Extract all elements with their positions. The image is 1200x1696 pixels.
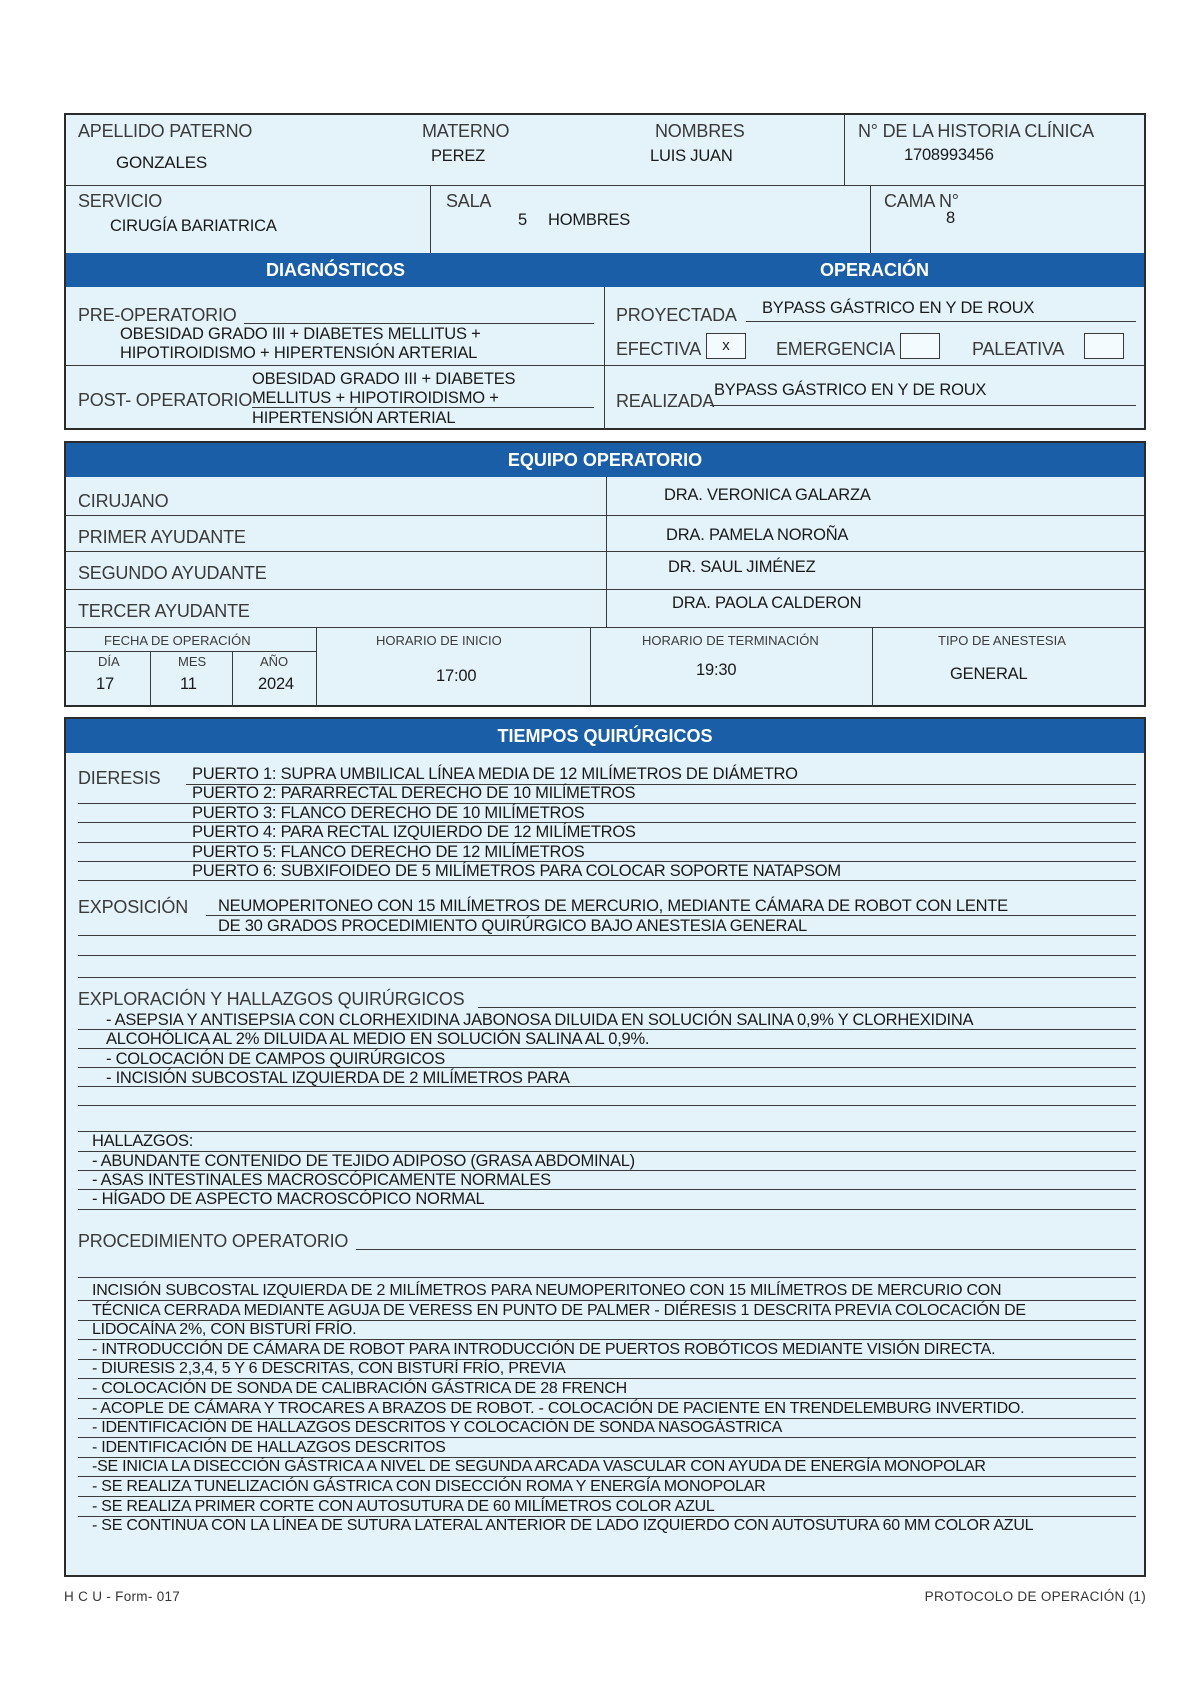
divider — [66, 365, 1144, 366]
procedimiento-line: - IDENTIFICACIÓN DE HALLAZGOS DESCRITOS — [92, 1438, 446, 1456]
write-line — [78, 1277, 1136, 1278]
exploracion-line: - ASEPSIA Y ANTISEPSIA CON CLORHEXIDINA JABONOSA DILUIDA EN SOLUCIÓN SALINA 0,9% Y CLORHEXIDINA — [106, 1011, 974, 1029]
tiempos-quirurgicos-title: TIEMPOS QUIRÚRGICOS — [497, 725, 713, 746]
write-line — [356, 1249, 1136, 1250]
write-line — [78, 1131, 1136, 1132]
procedimiento-line: - SE CONTINUA CON LA LÍNEA DE SUTURA LATERAL ANTERIOR DE LADO IZQUIERDO CON AUTOSUTURA 60 MM COLOR AZUL — [92, 1517, 1034, 1535]
mes-label: MES — [178, 654, 207, 669]
procedimiento-line: - IDENTIFICACIÓN DE HALLAZGOS DESCRITOS Y COLOCACIÓN DE SONDA NASOGÁSTRICA — [92, 1419, 783, 1437]
fecha-operacion-label: FECHA DE OPERACIÓN — [104, 633, 251, 648]
segundo-ayudante-label: SEGUNDO AYUDANTE — [78, 563, 267, 583]
servicio-label: SERVICIO — [78, 191, 163, 211]
cirujano-label: CIRUJANO — [78, 491, 169, 511]
proyectada-value: BYPASS GÁSTRICO EN Y DE ROUX — [762, 299, 1035, 317]
divider — [232, 651, 233, 707]
tiempos-quirurgicos-block — [64, 717, 1146, 1577]
sala-number: 5 — [518, 211, 527, 229]
exposicion-line: DE 30 GRADOS PROCEDIMIENTO QUIRÚRGICO BAJO ANESTESIA GENERAL — [218, 917, 807, 935]
post-operatorio-label: POST- OPERATORIO — [78, 390, 253, 410]
proyectada-label: PROYECTADA — [616, 305, 737, 325]
procedimiento-line: LIDOCAÍNA 2%, CON BISTURÍ FRÍO. — [92, 1321, 357, 1339]
divider — [316, 627, 317, 707]
tercer-ayudante-value: DRA. PAOLA CALDERON — [672, 594, 862, 612]
anio-value: 2024 — [258, 675, 294, 693]
cirujano-value: DRA. VERONICA GALARZA — [664, 486, 871, 504]
write-line — [252, 407, 594, 408]
sala-name: HOMBRES — [548, 211, 631, 229]
segundo-ayudante-value: DR. SAUL JIMÉNEZ — [668, 558, 816, 576]
apellido-paterno-value: GONZALES — [116, 153, 207, 172]
dia-label: DÍA — [98, 654, 120, 669]
tercer-ayudante-label: TERCER AYUDANTE — [78, 601, 250, 621]
procedimiento-line: - DIURESIS 2,3,4, 5 Y 6 DESCRITAS, CON BISTURÍ FRÍO, PREVIA — [92, 1360, 566, 1378]
mes-value: 11 — [180, 675, 197, 693]
diagnosticos-header: DIAGNÓSTICOS — [265, 259, 405, 280]
realizada-label: REALIZADA — [616, 391, 715, 411]
post-operatorio-line2: MELLITUS + HIPOTIROIDISMO + — [252, 389, 499, 407]
primer-ayudante-label: PRIMER AYUDANTE — [78, 527, 246, 547]
horario-inicio-label: HORARIO DE INICIO — [376, 633, 502, 648]
pre-operatorio-line2: HIPOTIROIDISMO + HIPERTENSIÓN ARTERIAL — [120, 344, 478, 362]
divider — [604, 287, 605, 430]
exploracion-line: - INCISIÓN SUBCOSTAL IZQUIERDA DE 2 MILÍMETROS PARA — [106, 1069, 570, 1087]
exposicion-label: EXPOSICIÓN — [78, 897, 189, 917]
dieresis-line: PUERTO 3: FLANCO DERECHO DE 10 MILÍMETROS — [192, 804, 585, 822]
operacion-header: OPERACIÓN — [819, 259, 929, 280]
write-line — [78, 1105, 1136, 1106]
divider — [66, 627, 1144, 628]
exploracion-line: - COLOCACIÓN DE CAMPOS QUIRÚRGICOS — [106, 1050, 445, 1068]
hallazgos-line: - HÍGADO DE ASPECTO MACROSCÓPICO NORMAL — [92, 1190, 485, 1208]
divider — [66, 515, 1144, 516]
exploracion-label: EXPLORACIÓN Y HALLAZGOS QUIRÚRGICOS — [78, 989, 465, 1009]
post-operatorio-line3: HIPERTENSIÓN ARTERIAL — [252, 409, 456, 427]
dieresis-label: DIERESIS — [78, 768, 161, 788]
write-line — [78, 955, 1136, 956]
divider — [66, 651, 316, 652]
procedimiento-line: INCISIÓN SUBCOSTAL IZQUIERDA DE 2 MILÍMETROS PARA NEUMOPERITONEO CON 15 MILÍMETROS DE MERCURIO CON — [92, 1282, 1002, 1299]
materno-label: MATERNO — [422, 121, 510, 141]
procedimiento-label: PROCEDIMIENTO OPERATORIO — [78, 1231, 349, 1251]
equipo-operatorio-title: EQUIPO OPERATORIO — [507, 449, 703, 470]
cama-label: CAMA N° — [884, 191, 959, 211]
dieresis-line: PUERTO 5: FLANCO DERECHO DE 12 MILÍMETROS — [192, 843, 585, 861]
equipo-operatorio-block — [64, 441, 1146, 707]
tiempos-quirurgicos-header — [66, 719, 1144, 753]
historia-label: N° DE LA HISTORIA CLÍNICA — [858, 121, 1094, 141]
divider — [150, 651, 151, 707]
write-line — [710, 405, 1136, 406]
divider — [430, 185, 431, 253]
post-operatorio-line1: OBESIDAD GRADO III + DIABETES — [252, 370, 516, 388]
nombres-label: NOMBRES — [655, 121, 745, 141]
exposicion-line: NEUMOPERITONEO CON 15 MILÍMETROS DE MERCURIO, MEDIANTE CÁMARA DE ROBOT CON LENTE — [218, 897, 1008, 915]
pre-operatorio-line1: OBESIDAD GRADO III + DIABETES MELLITUS + — [120, 325, 481, 343]
write-line — [746, 321, 1136, 322]
dieresis-line: PUERTO 1: SUPRA UMBILICAL LÍNEA MEDIA DE 12 MILÍMETROS DE DIÁMETRO — [192, 765, 798, 783]
footer-form-code: H C U - Form- 017 — [64, 1589, 181, 1604]
hallazgos-label: HALLAZGOS: — [92, 1132, 194, 1150]
divider — [66, 185, 1144, 186]
dieresis-line: PUERTO 2: PARARRECTAL DERECHO DE 10 MILÍMETROS — [192, 784, 636, 802]
dia-value: 17 — [96, 675, 114, 693]
divider — [606, 477, 607, 627]
efectiva-checkbox[interactable]: x — [706, 333, 746, 359]
historia-value: 1708993456 — [904, 146, 994, 164]
horario-terminacion-value: 19:30 — [696, 661, 737, 679]
pre-operatorio-label: PRE-OPERATORIO — [78, 305, 237, 325]
divider — [844, 115, 845, 185]
exploracion-line: ALCOHÓLICA AL 2% DILUIDA AL MEDIO EN SOLUCIÓN SALINA AL 0,9%. — [106, 1030, 650, 1048]
dieresis-line: PUERTO 6: SUBXIFOIDEO DE 5 MILÍMETROS PARA COLOCAR SOPORTE NATAPSOM — [192, 862, 841, 880]
dieresis-line: PUERTO 4: PARA RECTAL IZQUIERDO DE 12 MILÍMETROS — [192, 823, 636, 841]
efectiva-label: EFECTIVA — [616, 339, 702, 359]
tipo-anestesia-value: GENERAL — [950, 665, 1028, 683]
sala-label: SALA — [446, 191, 492, 211]
realizada-value: BYPASS GÁSTRICO EN Y DE ROUX — [714, 381, 987, 399]
horario-terminacion-label: HORARIO DE TERMINACIÓN — [642, 633, 819, 648]
primer-ayudante-value: DRA. PAMELA NOROÑA — [666, 526, 849, 544]
write-line — [78, 1209, 1136, 1210]
diagnosticos-operacion-header — [66, 253, 1144, 287]
paleativa-checkbox[interactable] — [1084, 333, 1124, 359]
equipo-operatorio-header — [66, 443, 1144, 477]
hallazgos-line: - ABUNDANTE CONTENIDO DE TEJIDO ADIPOSO (GRASA ABDOMINAL) — [92, 1152, 635, 1170]
divider — [66, 589, 1144, 590]
cama-value: 8 — [946, 209, 955, 227]
emergencia-checkbox[interactable] — [900, 333, 940, 359]
apellido-paterno-label: APELLIDO PATERNO — [78, 121, 253, 141]
divider — [590, 627, 591, 707]
paleativa-label: PALEATIVA — [972, 339, 1065, 359]
procedimiento-line: -SE INICIA LA DISECCIÓN GÁSTRICA A NIVEL DE SEGUNDA ARCADA VASCULAR CON AYUDA DE ENERGÍA MONOPOLAR — [92, 1458, 986, 1476]
nombres-value: LUIS JUAN — [650, 147, 733, 165]
divider — [872, 627, 873, 707]
write-line — [244, 323, 594, 324]
divider — [870, 185, 871, 253]
write-line — [478, 1007, 1136, 1008]
procedimiento-line: - ACOPLE DE CÁMARA Y TROCARES A BRAZOS DE ROBOT. - COLOCACIÓN DE PACIENTE EN TRENDELEMBURG INVERTIDO. — [92, 1399, 1025, 1417]
procedimiento-line: - COLOCACIÓN DE SONDA DE CALIBRACIÓN GÁSTRICA DE 28 FRENCH — [92, 1380, 627, 1397]
materno-value: PEREZ — [431, 147, 486, 165]
anio-label: AÑO — [260, 654, 289, 669]
emergencia-label: EMERGENCIA — [776, 339, 896, 359]
servicio-value: CIRUGÍA BARIATRICA — [110, 217, 277, 235]
procedimiento-line: - SE REALIZA TUNELIZACIÓN GÁSTRICA CON DISECCIÓN ROMA Y ENERGÍA MONOPOLAR — [92, 1478, 766, 1495]
footer-form-title: PROTOCOLO DE OPERACIÓN (1) — [924, 1589, 1146, 1604]
procedimiento-line: - SE REALIZA PRIMER CORTE CON AUTOSUTURA DE 60 MILÍMETROS COLOR AZUL — [92, 1497, 715, 1515]
divider — [66, 551, 1144, 552]
procedimiento-line: - INTRODUCCIÓN DE CÁMARA DE ROBOT PARA INTRODUCCIÓN DE PUERTOS ROBÓTICOS MEDIANTE VISIÓN DIRECTA. — [92, 1340, 996, 1358]
write-line — [78, 977, 1136, 978]
patient-diagnostics-block — [64, 113, 1146, 430]
hallazgos-line: - ASAS INTESTINALES MACROSCÓPICAMENTE NORMALES — [92, 1171, 551, 1189]
tipo-anestesia-label: TIPO DE ANESTESIA — [938, 633, 1066, 648]
procedimiento-line: TÉCNICA CERRADA MEDIANTE AGUJA DE VERESS EN PUNTO DE PALMER - DIÉRESIS 1 DESCRITA PREVIA COLOCACIÓN DE — [92, 1301, 1026, 1319]
horario-inicio-value: 17:00 — [436, 667, 477, 685]
